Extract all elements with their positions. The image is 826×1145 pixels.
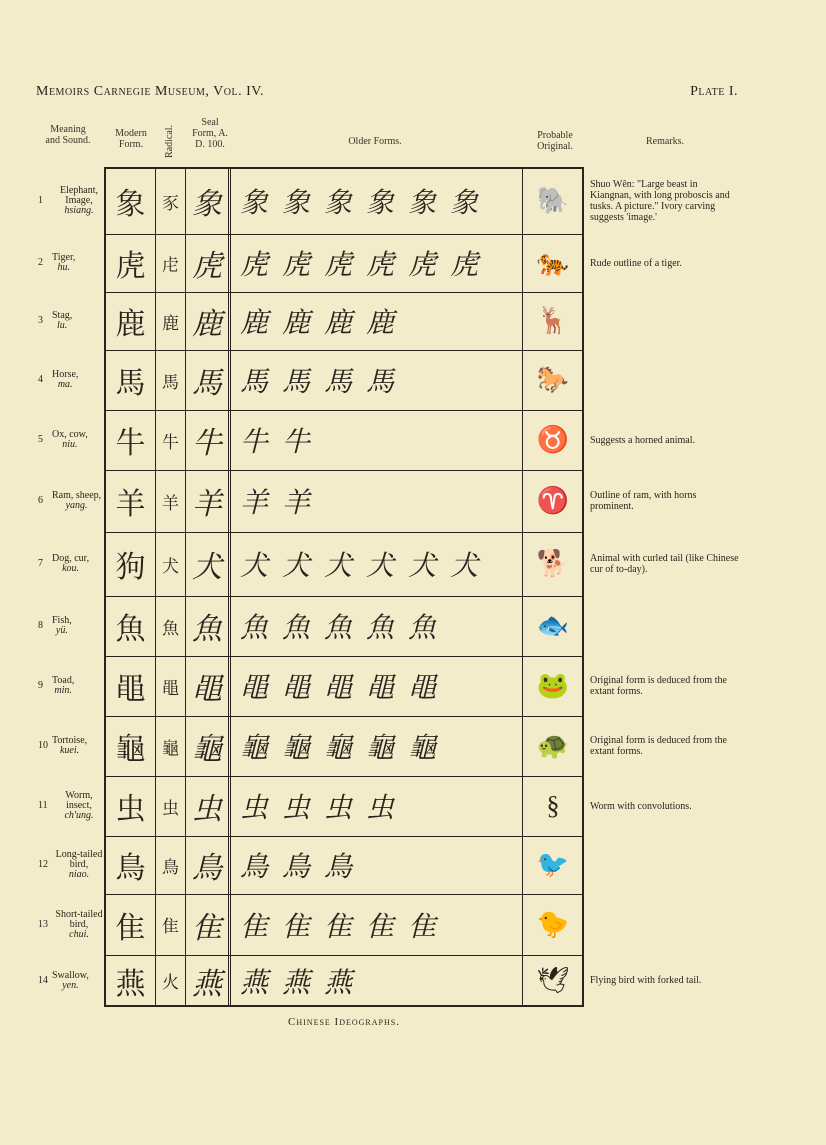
col-radical-head: Radical. <box>164 124 175 158</box>
probable-original: ♈ <box>536 486 570 515</box>
older-glyph: 鹿 <box>240 308 269 339</box>
meaning-label: Stag, <box>52 310 73 321</box>
probable-original: 🐸 <box>536 671 570 700</box>
seal-form: 犬 <box>192 550 222 585</box>
sound-label: niao. <box>68 869 90 880</box>
older-glyph: 虎 <box>240 250 269 281</box>
meaning-label: Horse, <box>52 369 79 380</box>
older-glyph: 鹿 <box>366 308 395 339</box>
older-glyph: 犬 <box>282 551 311 582</box>
remarks-content: Original form is deduced from the extant forms. <box>590 735 727 757</box>
older-forms <box>232 168 522 234</box>
probable-original: 🐟 <box>536 611 570 640</box>
older-glyph: 隹 <box>240 911 269 943</box>
meaning-label: Worm, insect, <box>65 790 93 811</box>
modern-form: 羊 <box>115 487 146 522</box>
remarks-text <box>590 656 740 716</box>
older-forms <box>232 776 522 836</box>
seal-form: 龜 <box>192 732 222 767</box>
meaning-label: Ox, cow, <box>52 429 88 440</box>
radical-form: 馬 <box>162 372 179 393</box>
modern-form: 狗 <box>115 550 146 585</box>
radical-form: 虍 <box>162 255 179 276</box>
older-glyph: 馬 <box>282 367 311 398</box>
modern-form: 虎 <box>115 249 146 284</box>
meaning-label: Long-tailed bird, <box>55 849 103 870</box>
older-glyph: 黽 <box>366 673 395 704</box>
modern-form: 虫 <box>115 792 146 827</box>
meaning-text <box>52 971 89 991</box>
col-modern-head: Modern Form. <box>115 128 147 150</box>
probable-original: 🐤 <box>536 909 570 939</box>
older-glyph: 犬 <box>366 551 395 582</box>
seal-form: 虫 <box>192 792 222 827</box>
older-glyph: 鳥 <box>282 852 311 883</box>
meaning-text <box>52 311 72 331</box>
row-number: 1 <box>38 195 43 206</box>
seal-form: 象 <box>192 187 222 222</box>
meaning-text <box>52 491 101 511</box>
older-glyph: 馬 <box>240 367 269 398</box>
radical-form: 龜 <box>162 738 179 759</box>
col-probable-head: Probable Original. <box>537 130 573 152</box>
remarks-content: Flying bird with forked tail. <box>590 975 702 986</box>
older-glyph: 牛 <box>240 427 269 458</box>
older-glyph: 虫 <box>240 793 269 824</box>
meaning-cell <box>36 955 106 1006</box>
older-glyph: 象 <box>366 188 395 219</box>
modern-form: 隹 <box>115 910 146 946</box>
older-forms <box>232 716 522 776</box>
older-glyph: 龜 <box>408 733 437 764</box>
meaning-cell <box>36 532 106 596</box>
seal-form: 牛 <box>192 426 222 461</box>
older-glyph: 虫 <box>324 793 353 824</box>
older-glyph: 鳥 <box>240 852 269 883</box>
meaning-label: Short-tailed bird, <box>55 908 103 930</box>
older-glyph: 魚 <box>240 613 269 644</box>
sound-label: hsiang. <box>64 205 94 216</box>
probable-original: § <box>546 791 560 820</box>
seal-form: 黽 <box>192 672 222 707</box>
seal-form: 羊 <box>192 487 222 522</box>
older-glyph: 象 <box>240 188 269 219</box>
sound-label: hu. <box>57 262 70 273</box>
meaning-text <box>52 253 75 273</box>
radical-form: 虫 <box>162 798 179 819</box>
older-forms <box>232 894 522 955</box>
col-older-head: Older Forms. <box>348 136 402 147</box>
row-number: 5 <box>38 434 43 445</box>
radical-form: 黽 <box>162 678 179 699</box>
older-glyph: 魚 <box>366 613 395 644</box>
older-glyph: 象 <box>408 188 437 219</box>
sound-label: yen. <box>62 979 79 991</box>
older-forms <box>232 292 522 350</box>
radical-form: 牛 <box>162 432 179 453</box>
modern-form: 鳥 <box>115 851 146 886</box>
meaning-cell <box>36 410 106 470</box>
row-number: 14 <box>38 974 48 986</box>
older-glyph: 燕 <box>282 967 311 999</box>
modern-form: 魚 <box>115 612 146 647</box>
row-number: 7 <box>38 558 43 569</box>
meaning-label: Ram, sheep, <box>52 490 102 501</box>
meaning-text <box>52 186 106 216</box>
older-glyph: 象 <box>450 188 479 219</box>
meaning-label: Tortoise, <box>52 735 88 746</box>
older-glyph: 犬 <box>240 551 269 582</box>
older-forms <box>232 350 522 410</box>
meaning-cell <box>36 894 106 955</box>
older-forms <box>232 596 522 656</box>
older-glyph: 虫 <box>366 793 395 824</box>
older-glyph: 隹 <box>366 911 395 943</box>
meaning-label: Fish, <box>52 615 72 626</box>
older-glyph: 虎 <box>324 250 353 281</box>
older-glyph: 象 <box>282 188 311 219</box>
row-number: 13 <box>38 918 48 930</box>
older-glyph: 象 <box>324 188 353 219</box>
remarks-content: Shuo Wên: "Large beast in Kiangnan, with long proboscis and tusks. A picture." Ivory carving suggests 'image.' <box>590 179 730 223</box>
row-number: 9 <box>38 680 43 691</box>
older-glyph: 隹 <box>408 911 437 943</box>
seal-form: 虎 <box>192 249 222 284</box>
older-glyph: 鹿 <box>282 308 311 339</box>
older-glyph: 魚 <box>282 613 311 644</box>
meaning-cell <box>36 168 106 234</box>
remarks-text <box>590 470 740 532</box>
sound-label: min. <box>54 685 72 696</box>
remarks-text <box>590 532 740 596</box>
sound-label: chui. <box>69 928 89 940</box>
older-glyph: 羊 <box>282 488 311 519</box>
older-forms <box>232 234 522 292</box>
plate-caption: Chinese Ideographs. <box>288 1016 400 1028</box>
older-glyph: 燕 <box>240 967 269 999</box>
radical-form: 鹿 <box>162 313 179 334</box>
remarks-text <box>590 168 740 234</box>
older-forms <box>232 656 522 716</box>
remarks-text <box>590 234 740 292</box>
row-number: 4 <box>38 374 43 385</box>
meaning-cell <box>36 470 106 532</box>
older-glyph: 燕 <box>324 967 353 999</box>
probable-original: 🐎 <box>536 365 570 394</box>
row-number: 2 <box>38 257 43 268</box>
older-glyph: 黽 <box>324 673 353 704</box>
modern-form: 黽 <box>115 672 146 707</box>
sound-label: lu. <box>57 320 68 331</box>
older-glyph: 魚 <box>324 613 353 644</box>
probable-original: 🐦 <box>536 850 570 879</box>
older-glyph: 龜 <box>240 733 269 764</box>
older-forms <box>232 470 522 532</box>
remarks-text <box>590 955 740 1006</box>
seal-form: 燕 <box>192 966 222 1002</box>
sound-label: kuei. <box>59 745 80 756</box>
older-glyph: 鹿 <box>324 308 353 339</box>
seal-form: 鹿 <box>192 307 222 342</box>
older-glyph: 隹 <box>282 911 311 943</box>
older-glyph: 犬 <box>450 551 479 582</box>
radical-form: 鳥 <box>162 857 179 878</box>
probable-original: 🕊 <box>536 965 570 995</box>
older-glyph: 龜 <box>324 733 353 764</box>
older-glyph: 龜 <box>282 733 311 764</box>
col-divider <box>228 167 231 1007</box>
older-glyph: 犬 <box>408 551 437 582</box>
sound-label: yü. <box>55 625 68 636</box>
older-forms <box>232 955 522 1006</box>
probable-original: 🐢 <box>536 731 570 760</box>
probable-original: 🐕 <box>536 549 570 578</box>
radical-form: 羊 <box>162 493 179 514</box>
older-glyph: 黽 <box>408 673 437 704</box>
older-glyph: 虎 <box>408 250 437 281</box>
older-glyph: 虎 <box>450 250 479 281</box>
remarks-content: Animal with curled tail (like Chinese cur of to-day). <box>590 553 739 575</box>
modern-form: 馬 <box>115 366 146 401</box>
older-glyph: 隹 <box>324 911 353 943</box>
radical-form: 魚 <box>162 618 179 639</box>
sound-label: kou. <box>62 563 80 574</box>
remarks-text <box>590 410 740 470</box>
older-glyph: 龜 <box>366 733 395 764</box>
older-glyph: 虫 <box>282 793 311 824</box>
remarks-content: Rude outline of a tiger. <box>590 257 682 269</box>
meaning-text <box>52 676 74 696</box>
meaning-text <box>52 850 106 880</box>
remarks-text <box>590 716 740 776</box>
remarks-content: Original form is deduced from the extant forms. <box>590 675 727 697</box>
older-glyph: 虎 <box>366 250 395 281</box>
col-seal-head: Seal Form, A. D. 100. <box>192 117 228 150</box>
meaning-label: Swallow, <box>52 969 89 981</box>
meaning-text <box>52 791 106 821</box>
meaning-cell <box>36 596 106 656</box>
meaning-cell <box>36 350 106 410</box>
row-number: 8 <box>38 620 43 631</box>
older-forms <box>232 532 522 596</box>
row-number: 11 <box>38 800 48 811</box>
sound-label: yang. <box>65 500 88 511</box>
row-number: 3 <box>38 315 43 326</box>
remarks-content: Outline of ram, with horns prominent. <box>590 490 697 512</box>
meaning-cell <box>36 716 106 776</box>
meaning-cell <box>36 836 106 894</box>
seal-form: 馬 <box>192 366 222 401</box>
older-glyph: 犬 <box>324 551 353 582</box>
meaning-cell <box>36 292 106 350</box>
meaning-text <box>52 370 78 390</box>
modern-form: 鹿 <box>115 307 146 342</box>
col-meaning-head: Meaning and Sound. <box>45 124 91 146</box>
older-glyph: 馬 <box>366 367 395 398</box>
remarks-text <box>590 776 740 836</box>
probable-original: ♉ <box>536 425 570 454</box>
modern-form: 牛 <box>115 426 146 461</box>
modern-form: 燕 <box>115 966 146 1002</box>
meaning-label: Elephant, Image, <box>59 185 99 206</box>
radical-form: 隹 <box>162 917 179 937</box>
older-glyph: 黽 <box>240 673 269 704</box>
radical-form: 犬 <box>162 556 179 577</box>
plate-header-left: Memoirs Carnegie Museum, Vol. IV. <box>36 84 265 99</box>
meaning-label: Toad, <box>52 675 75 686</box>
remarks-content: Worm with convolutions. <box>590 800 692 812</box>
sound-label: ch'ung. <box>64 810 94 821</box>
older-glyph: 魚 <box>408 613 437 644</box>
radical-form: 火 <box>162 973 179 993</box>
meaning-text <box>52 554 89 574</box>
older-forms <box>232 410 522 470</box>
older-glyph: 羊 <box>240 488 269 519</box>
radical-form: 豕 <box>162 193 179 214</box>
probable-original: 🐘 <box>536 186 570 215</box>
row-number: 10 <box>38 740 48 751</box>
older-glyph: 馬 <box>324 367 353 398</box>
sound-label: niu. <box>62 439 78 450</box>
seal-form: 隹 <box>192 910 222 946</box>
older-glyph: 虎 <box>282 250 311 281</box>
modern-form: 龜 <box>115 732 146 767</box>
plate-header-right: Plate I. <box>690 84 738 99</box>
meaning-text <box>52 910 106 940</box>
meaning-text <box>52 736 87 756</box>
meaning-label: Dog, cur, <box>52 553 90 564</box>
older-glyph: 牛 <box>282 427 311 458</box>
row-number: 12 <box>38 859 48 870</box>
meaning-text <box>52 430 88 450</box>
older-forms <box>232 836 522 894</box>
probable-original: 🐅 <box>536 248 570 277</box>
meaning-text <box>52 616 72 636</box>
remarks-content: Suggests a horned animal. <box>590 434 695 446</box>
probable-original: 🦌 <box>536 306 570 335</box>
older-glyph: 鳥 <box>324 852 353 883</box>
older-glyph: 黽 <box>282 673 311 704</box>
col-remarks-head: Remarks. <box>645 136 685 147</box>
row-number: 6 <box>38 495 43 506</box>
seal-form: 鳥 <box>192 851 222 886</box>
meaning-cell <box>36 776 106 836</box>
meaning-label: Tiger, <box>52 252 76 263</box>
modern-form: 象 <box>115 187 146 222</box>
meaning-cell <box>36 234 106 292</box>
sound-label: ma. <box>57 379 73 390</box>
seal-form: 魚 <box>192 612 222 647</box>
meaning-cell <box>36 656 106 716</box>
